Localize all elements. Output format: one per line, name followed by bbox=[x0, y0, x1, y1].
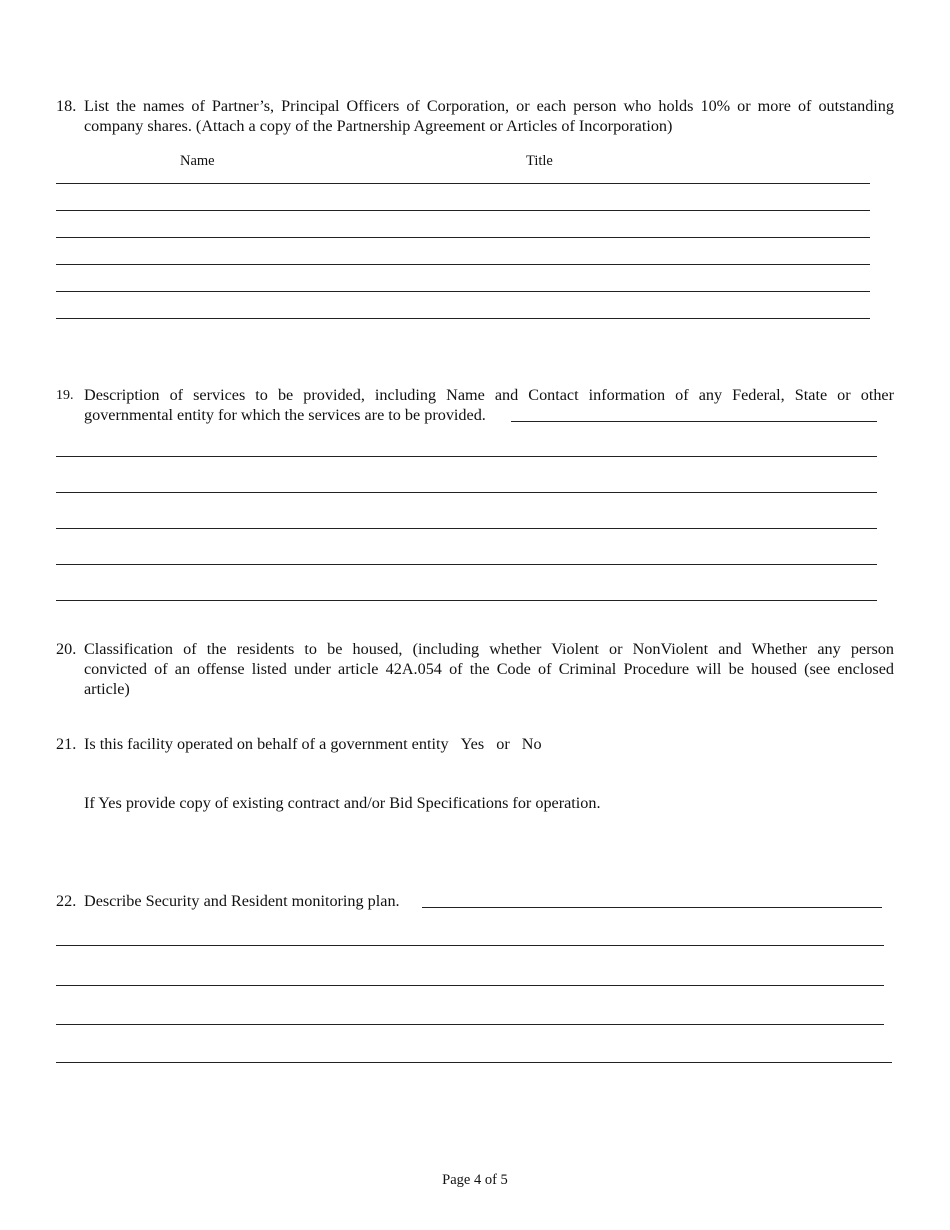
q20-text-line1: Classification of the residents to be housed, (including whether Violent or NonViolent and Whether any person bbox=[84, 640, 894, 658]
q21-followup: If Yes provide copy of existing contract and/or Bid Specifications for operation. bbox=[84, 794, 601, 812]
q21-question-text: Is this facility operated on behalf of a government entity bbox=[84, 735, 449, 753]
q19-number: 19. bbox=[56, 388, 74, 403]
q21-no-option[interactable]: No bbox=[521, 735, 542, 753]
q21-or-text: or bbox=[496, 735, 510, 753]
q19-answer-line[interactable] bbox=[56, 564, 877, 565]
q21-question bbox=[84, 734, 542, 754]
q18-column-name-label: Name bbox=[180, 153, 215, 169]
q19-text-line2: governmental entity for which the services are to be provided. bbox=[84, 406, 486, 424]
q18-answer-line[interactable] bbox=[56, 210, 870, 211]
q18-text-line2: company shares. (Attach a copy of the Partnership Agreement or Articles of Incorporation) bbox=[84, 117, 673, 135]
q22-answer-line[interactable] bbox=[56, 985, 884, 986]
q18-answer-line[interactable] bbox=[56, 318, 870, 319]
q22-inline-answer-line[interactable] bbox=[422, 907, 882, 908]
q19-answer-line[interactable] bbox=[56, 528, 877, 529]
q20-number: 20. bbox=[56, 640, 77, 658]
q18-answer-line[interactable] bbox=[56, 183, 870, 184]
q18-answer-line[interactable] bbox=[56, 291, 870, 292]
q22-answer-line[interactable] bbox=[56, 1024, 884, 1025]
q22-question: Describe Security and Resident monitoring plan. bbox=[84, 892, 400, 910]
q19-answer-line[interactable] bbox=[56, 492, 877, 493]
q19-answer-line[interactable] bbox=[56, 600, 877, 601]
q22-answer-line[interactable] bbox=[56, 945, 884, 946]
q18-answer-line[interactable] bbox=[56, 264, 870, 265]
q18-column-title-label: Title bbox=[526, 153, 553, 169]
q19-inline-answer-line[interactable] bbox=[511, 421, 877, 422]
q18-text-line1: List the names of Partner’s, Principal Officers of Corporation, or each person who holds 10% or more of outstanding bbox=[84, 97, 894, 115]
q19-answer-line[interactable] bbox=[56, 456, 877, 457]
q19-text-line1: Description of services to be provided, including Name and Contact information of any Federal, State or other bbox=[84, 386, 894, 404]
q21-number: 21. bbox=[56, 735, 77, 753]
page-number: Page 4 of 5 bbox=[442, 1172, 508, 1188]
q20-text-line3: article) bbox=[84, 680, 130, 698]
q22-number: 22. bbox=[56, 892, 77, 910]
q21-yes-option[interactable]: Yes bbox=[460, 735, 485, 753]
q20-text-line2: convicted of an offense listed under article 42A.054 of the Code of Criminal Procedure will be housed (see enclosed bbox=[84, 660, 894, 678]
q18-answer-line[interactable] bbox=[56, 237, 870, 238]
q22-answer-line[interactable] bbox=[56, 1062, 892, 1063]
q18-number: 18. bbox=[56, 97, 77, 115]
